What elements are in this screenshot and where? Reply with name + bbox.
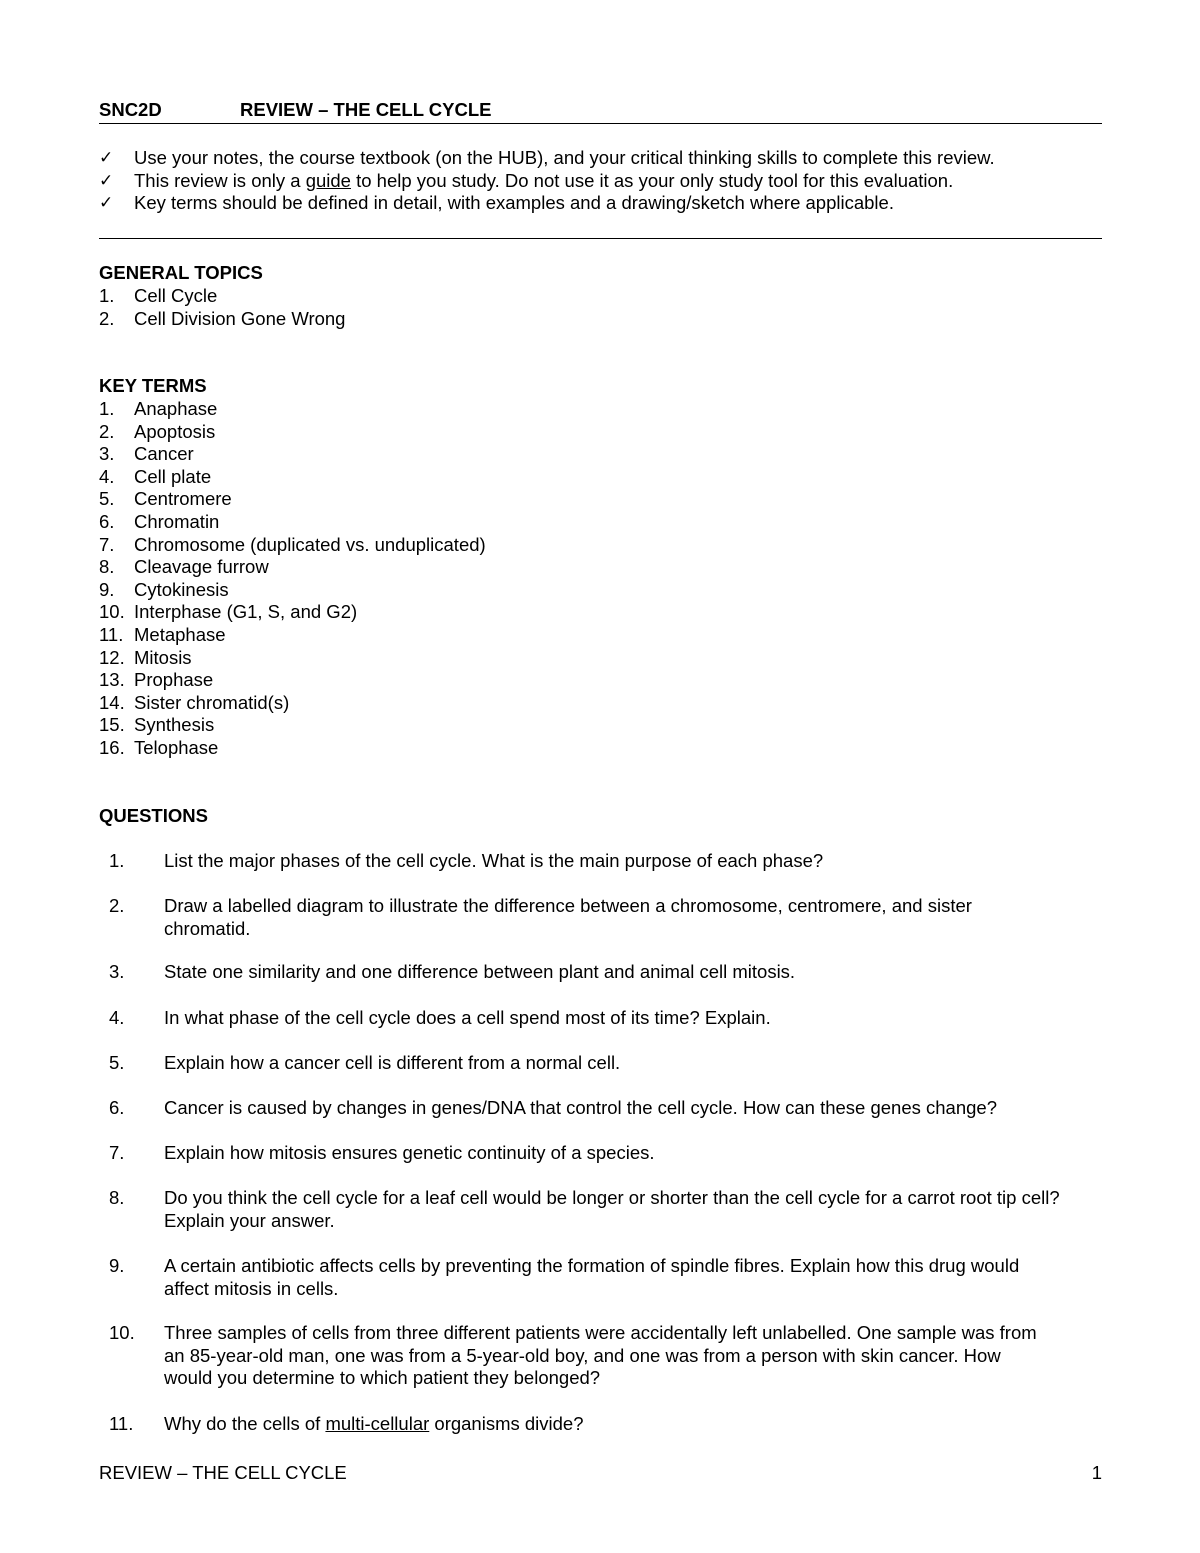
question-number: 5. <box>109 1052 125 1073</box>
question-emphasis: multi-cellular <box>325 1413 430 1434</box>
question-number: 11. <box>109 1413 134 1434</box>
list-number: 2. <box>99 307 115 329</box>
list-text: Apoptosis <box>134 420 216 442</box>
document-header <box>99 99 1102 123</box>
list-text: Anaphase <box>134 398 218 419</box>
instruction-emphasis: guide <box>305 169 351 191</box>
question-line: Explain how a cancer cell is different from a normal cell. <box>164 1052 621 1073</box>
list-text: Chromosome (duplicated vs. unduplicated) <box>134 533 486 555</box>
question-line: Do you think the cell cycle for a leaf cell would be longer or shorter than the cell cycle for a carrot root tip cell? <box>164 1187 1060 1208</box>
list-text: Cleavage furrow <box>134 556 269 578</box>
question-text <box>164 1097 1129 1120</box>
course-code: SNC2D <box>99 99 162 120</box>
question-text <box>164 961 1129 984</box>
question-text <box>164 1142 1129 1165</box>
question-text <box>164 1052 1129 1075</box>
question-line <box>164 1413 1129 1436</box>
list-text: Cell Cycle <box>134 285 218 306</box>
question-number: 2. <box>109 895 125 916</box>
list-number: 14. <box>99 691 125 713</box>
list-text: Cytokinesis <box>134 578 229 600</box>
question-line: would you determine to which patient they belonged? <box>164 1367 601 1389</box>
instruction-text: Key terms should be defined in detail, with examples and a drawing/sketch where applicable. <box>134 192 894 214</box>
question-text <box>164 1187 1129 1232</box>
instruction-item <box>99 147 1102 170</box>
question-line: State one similarity and one difference between plant and animal cell mitosis. <box>164 961 796 982</box>
question-line: an 85-year-old man, one was from a 5-year-old boy, and one was from a person with skin cancer. How <box>164 1344 1001 1366</box>
list-number: 12. <box>99 646 125 668</box>
question-number: 6. <box>109 1097 125 1118</box>
question-line: chromatid. <box>164 917 251 939</box>
question-number: 3. <box>109 961 125 982</box>
question-text <box>164 850 1129 873</box>
list-text: Mitosis <box>134 646 192 668</box>
list-text: Cell plate <box>134 465 212 487</box>
question-text <box>164 895 1129 940</box>
question-line: In what phase of the cell cycle does a cell spend most of its time? Explain. <box>164 1007 771 1028</box>
question-number: 7. <box>109 1142 125 1163</box>
question-line: Three samples of cells from three different patients were accidentally left unlabelled. One sample was from <box>164 1322 1037 1343</box>
checkmark-icon: ✓ <box>99 148 114 167</box>
list-text: Cancer <box>134 443 194 465</box>
list-number: 16. <box>99 736 125 758</box>
general-topics-heading: GENERAL TOPICS <box>99 262 263 283</box>
question-line: Cancer is caused by changes in genes/DNA that control the cell cycle. How can these genes change? <box>164 1097 997 1118</box>
question-line: Draw a labelled diagram to illustrate the difference between a chromosome, centromere, and sister <box>164 895 972 916</box>
footer-title: REVIEW – THE CELL CYCLE <box>99 1462 347 1483</box>
list-text: Synthesis <box>134 714 215 736</box>
instructions-list <box>99 147 1102 215</box>
checkmark-icon: ✓ <box>99 193 114 213</box>
question-text <box>164 1007 1129 1030</box>
question-text <box>164 1255 1129 1300</box>
list-number: 4. <box>99 465 115 487</box>
list-text: Cell Division Gone Wrong <box>134 307 346 329</box>
list-number: 9. <box>99 578 115 600</box>
list-number: 10. <box>99 601 125 623</box>
instruction-text: Use your notes, the course textbook (on the HUB), and your critical thinking skills to complete this review. <box>134 147 995 168</box>
key-terms-heading: KEY TERMS <box>99 375 207 396</box>
list-text: Chromatin <box>134 510 220 532</box>
page-footer <box>99 1462 1102 1486</box>
list-number: 15. <box>99 714 125 736</box>
question-text <box>164 1413 1129 1436</box>
instruction-item <box>99 170 1102 193</box>
instruction-item <box>99 192 1102 215</box>
header-divider <box>99 123 1102 124</box>
question-number: 1. <box>109 850 125 871</box>
list-number: 1. <box>99 398 115 419</box>
question-number: 8. <box>109 1187 125 1208</box>
checkmark-icon: ✓ <box>99 170 114 190</box>
question-number: 10. <box>109 1322 135 1343</box>
list-number: 3. <box>99 443 115 465</box>
document-title: REVIEW – THE CELL CYCLE <box>240 99 492 120</box>
question-text <box>164 1322 1129 1390</box>
list-text: Interphase (G1, S, and G2) <box>134 601 358 623</box>
list-number: 7. <box>99 533 115 555</box>
list-text: Prophase <box>134 669 214 691</box>
list-text: Sister chromatid(s) <box>134 691 290 713</box>
questions-heading: QUESTIONS <box>99 805 208 826</box>
question-fragment: organisms divide? <box>429 1413 584 1434</box>
question-number: 9. <box>109 1255 125 1276</box>
list-number: 13. <box>99 669 125 691</box>
list-number: 8. <box>99 556 115 578</box>
list-number: 5. <box>99 488 115 510</box>
list-text: Telophase <box>134 736 219 758</box>
instruction-text: to help you study. Do not use it as your only study tool for this evaluation. <box>350 169 954 191</box>
instruction-text: This review is only a <box>134 169 306 191</box>
page-number: 1 <box>1091 1462 1102 1483</box>
list-text: Centromere <box>134 488 232 510</box>
list-number: 6. <box>99 510 115 532</box>
instructions-divider <box>99 238 1102 239</box>
question-line: affect mitosis in cells. <box>164 1277 339 1299</box>
list-number: 1. <box>99 285 115 306</box>
list-text: Metaphase <box>134 623 226 645</box>
question-fragment: Why do the cells of <box>164 1413 326 1434</box>
question-line: Explain how mitosis ensures genetic continuity of a species. <box>164 1142 655 1163</box>
question-line: A certain antibiotic affects cells by preventing the formation of spindle fibres. Explain how this drug would <box>164 1255 1020 1276</box>
list-number: 11. <box>99 623 124 645</box>
question-number: 4. <box>109 1007 125 1028</box>
document-page <box>99 0 1102 1553</box>
list-number: 2. <box>99 420 115 442</box>
question-line: List the major phases of the cell cycle. What is the main purpose of each phase? <box>164 850 824 871</box>
question-line: Explain your answer. <box>164 1209 335 1231</box>
